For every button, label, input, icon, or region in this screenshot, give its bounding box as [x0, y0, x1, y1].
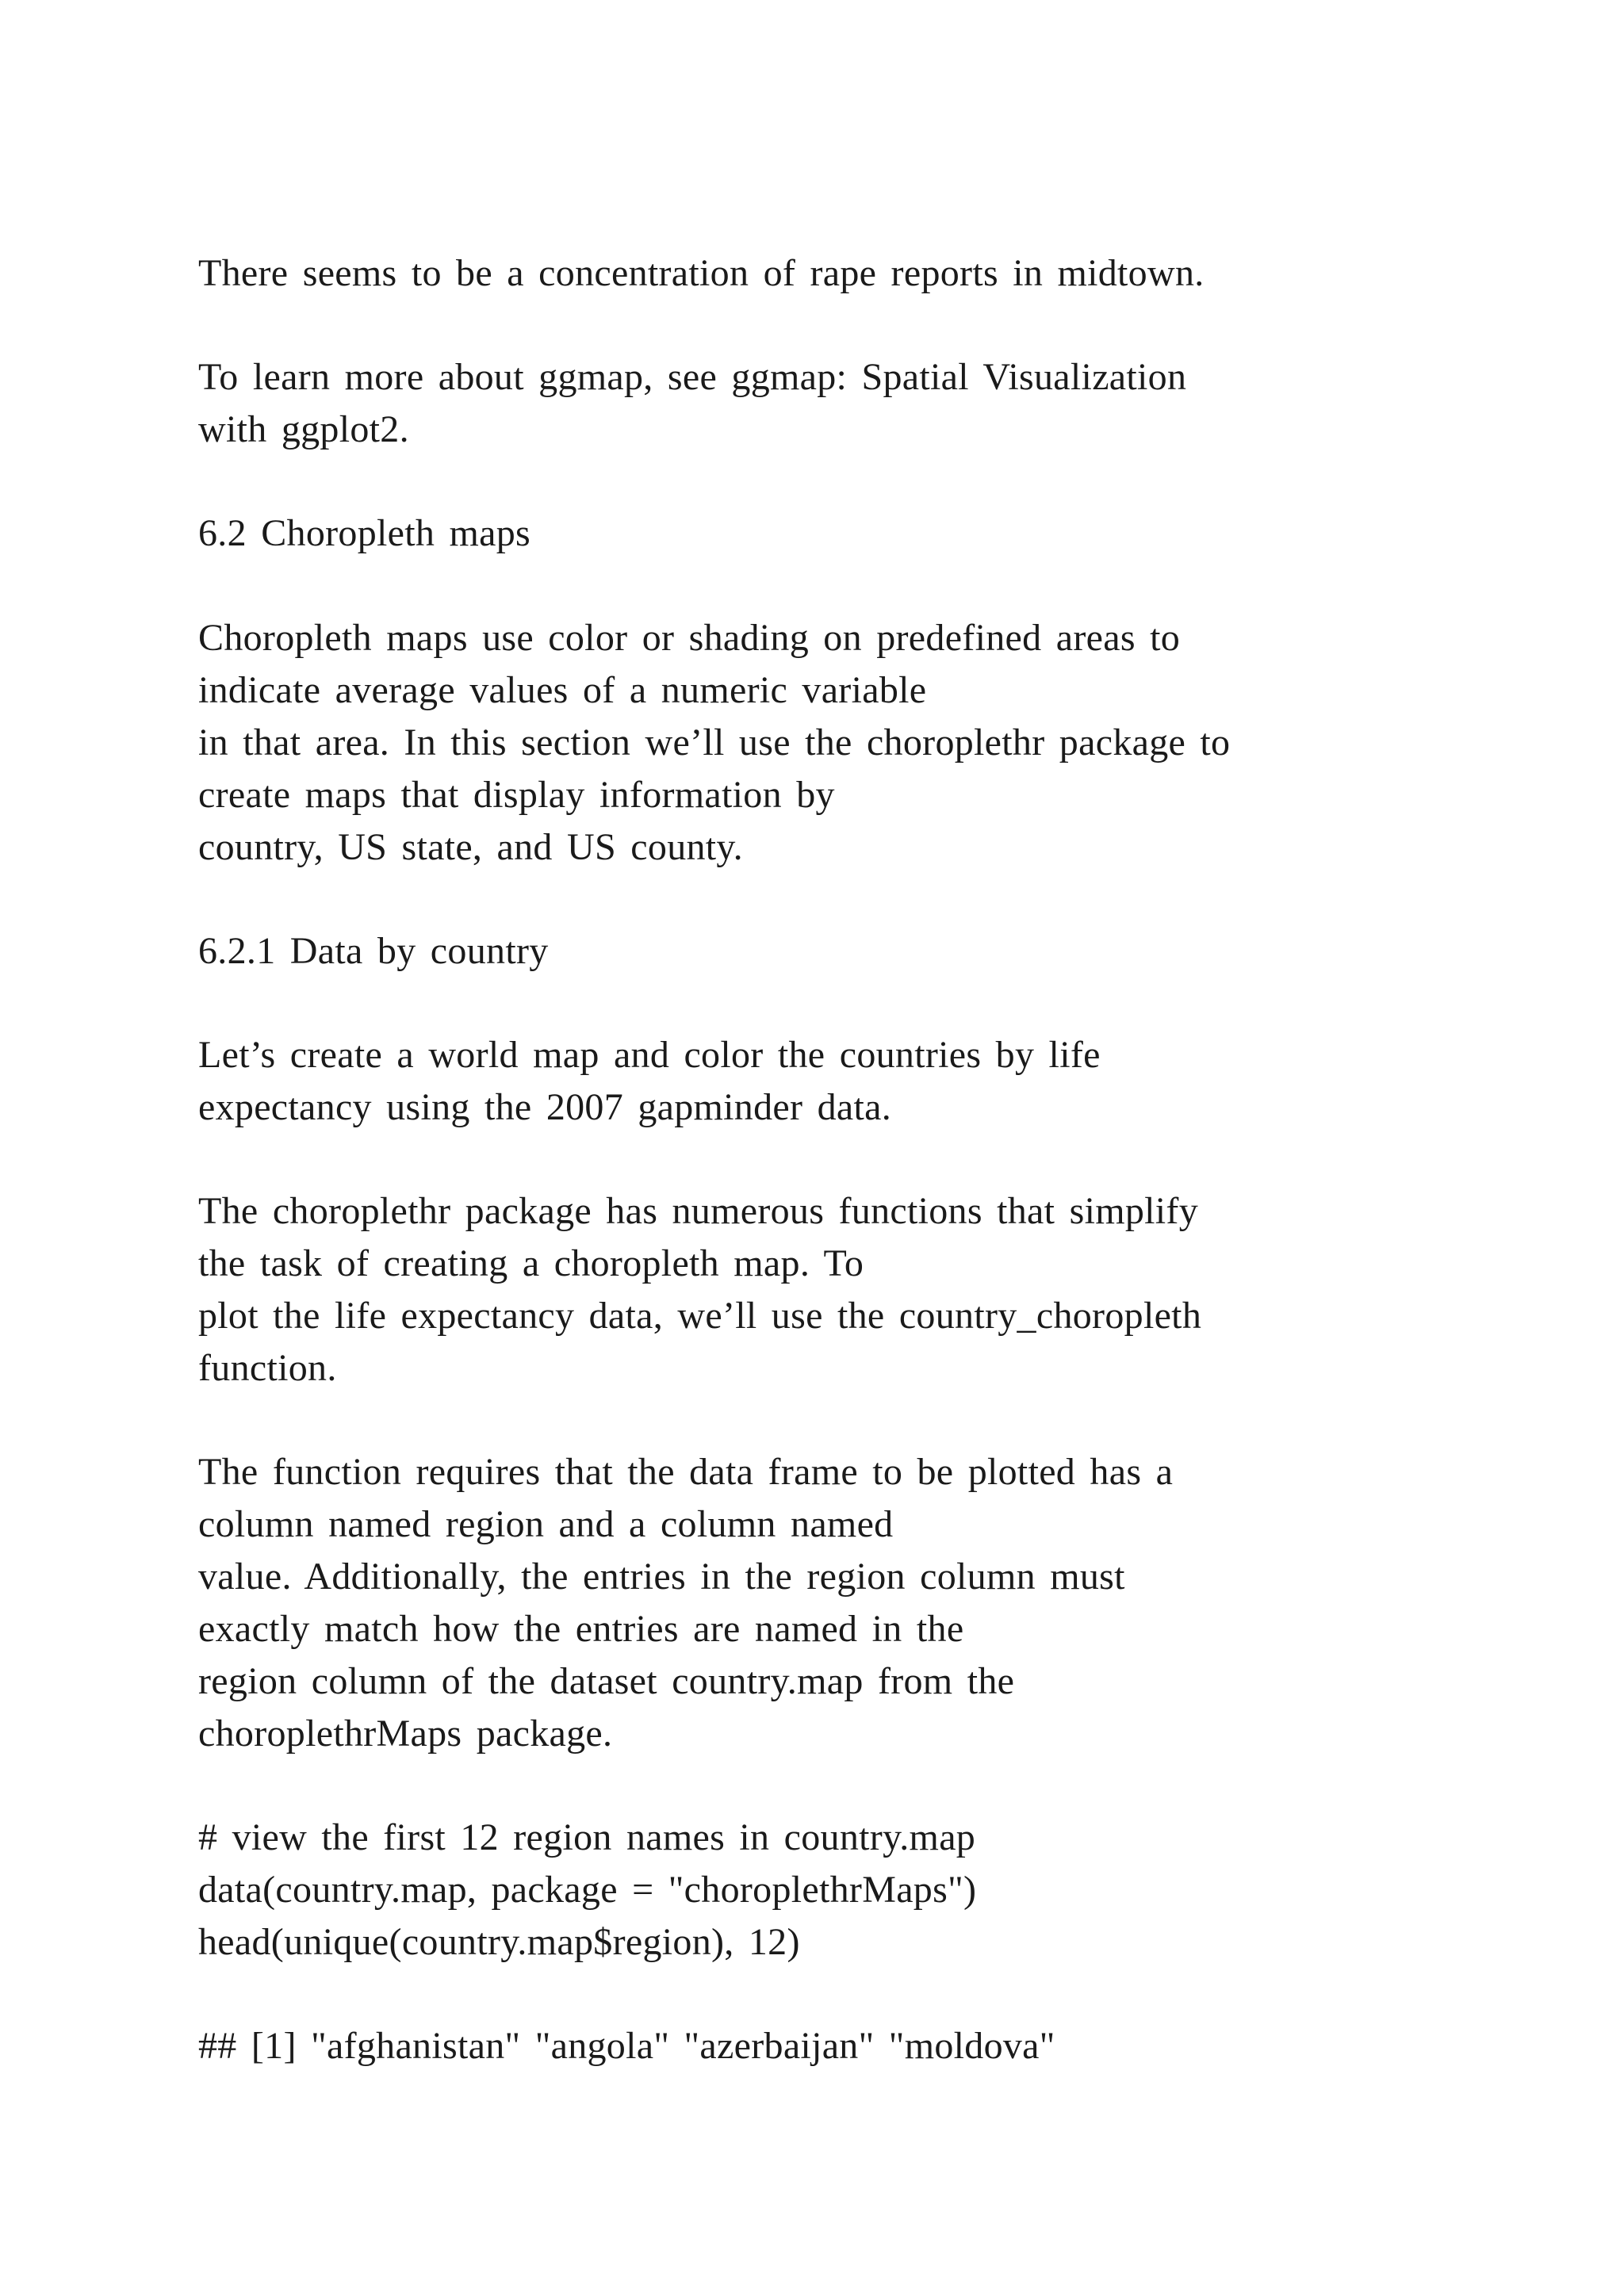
text-line: region column of the dataset country.map from the	[198, 1660, 1015, 1702]
text-line: The function requires that the data frame to be plotted has a	[198, 1451, 1174, 1493]
text-line: the task of creating a choropleth map. To	[198, 1242, 864, 1284]
text-line: exactly match how the entries are named in the	[198, 1608, 964, 1650]
text-line: Let’s create a world map and color the countries by life	[198, 1034, 1101, 1076]
text-line: expectancy using the 2007 gapminder data.	[198, 1086, 892, 1128]
text-line: choroplethrMaps package.	[198, 1712, 613, 1755]
text-line: To learn more about ggmap, see ggmap: Spatial Visualization	[198, 356, 1187, 398]
text-line: indicate average values of a numeric variable	[198, 669, 927, 711]
text-line: country, US state, and US county.	[198, 826, 743, 868]
text-line: There seems to be a concentration of rape reports in midtown.	[198, 252, 1205, 294]
text-line: The choroplethr package has numerous functions that simplify	[198, 1190, 1199, 1232]
text-line: Choropleth maps use color or shading on predefined areas to	[198, 617, 1181, 659]
code-line: head(unique(country.map$region), 12)	[198, 1921, 800, 1963]
text-line: with ggplot2.	[198, 408, 409, 450]
text-line: function.	[198, 1347, 337, 1389]
text-line: value. Additionally, the entries in the region column must	[198, 1556, 1125, 1598]
text-line: create maps that display information by	[198, 774, 835, 816]
section-heading: 6.2 Choropleth maps	[198, 512, 530, 554]
code-output-line: ## [1] "afghanistan" "angola" "azerbaijan" "moldova"	[198, 2025, 1055, 2067]
subsection-heading: 6.2.1 Data by country	[198, 930, 549, 972]
text-line: plot the life expectancy data, we’ll use the country_choropleth	[198, 1295, 1202, 1337]
text-line: column named region and a column named	[198, 1503, 894, 1545]
code-line: data(country.map, package = "choroplethrMaps")	[198, 1869, 977, 1911]
code-line: # view the first 12 region names in country.map	[198, 1816, 976, 1858]
text-line: in that area. In this section we’ll use the choroplethr package to	[198, 721, 1231, 763]
